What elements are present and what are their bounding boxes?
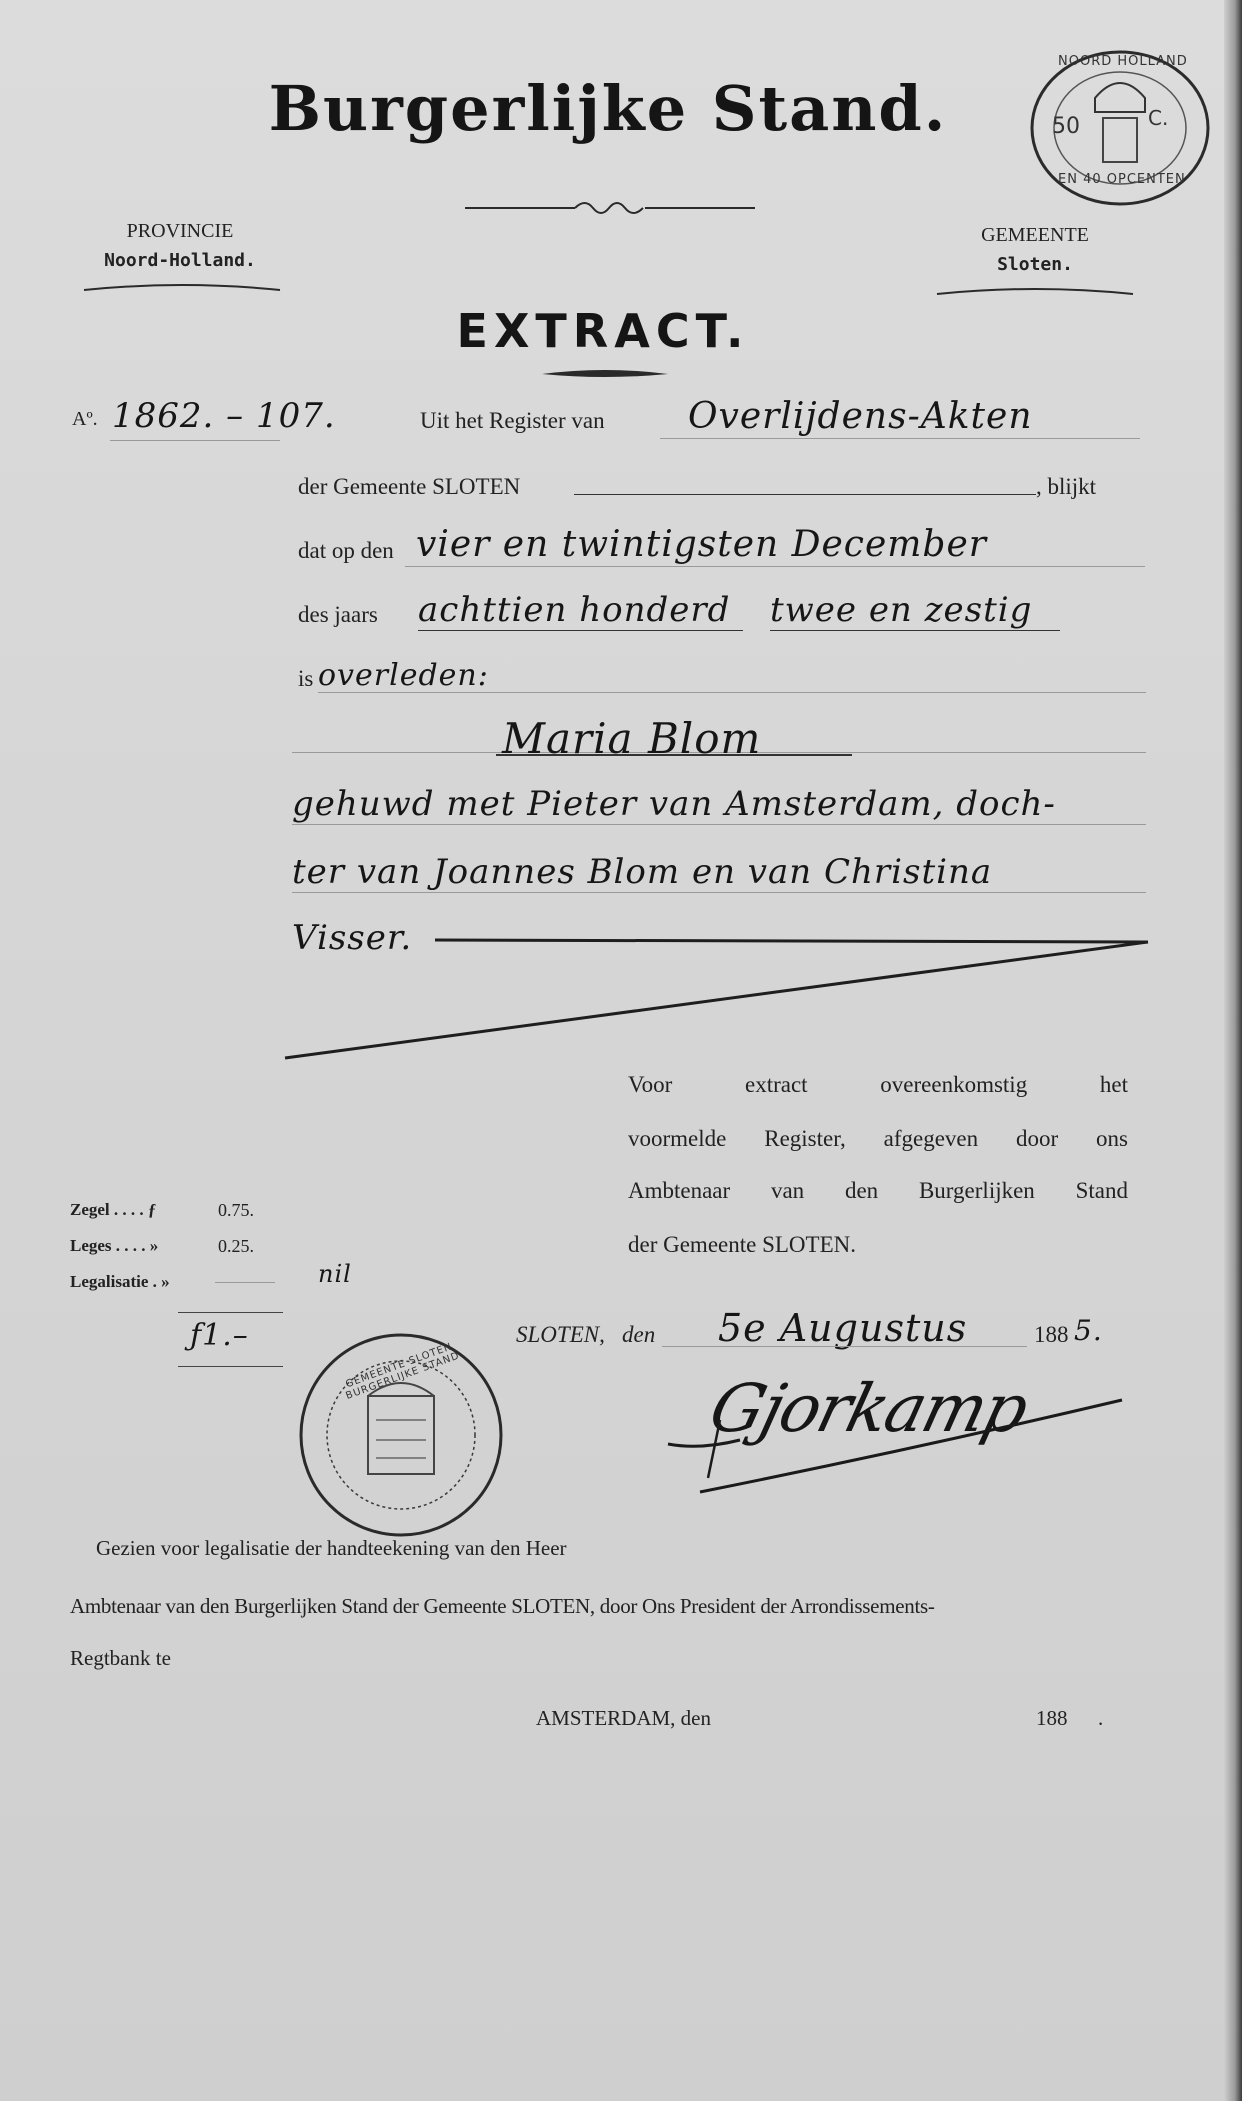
detail-line-3: Visser. xyxy=(292,918,413,958)
detail-rule-1 xyxy=(292,824,1146,825)
gemeente-rule xyxy=(574,494,1036,495)
stamp-text-bottom: EN 40 OPCENTEN xyxy=(1058,172,1186,187)
cert-date: 5e Augustus xyxy=(718,1306,968,1350)
cert-line-3: Ambtenaar van den Burgerlijken Stand xyxy=(628,1178,1128,1203)
fee-total-rule-top xyxy=(178,1312,283,1313)
fee-legalisatie-value: nil xyxy=(318,1260,352,1288)
detail-line-1: gehuwd met Pieter van Amsterdam, doch- xyxy=(292,784,1056,824)
year-intro: des jaars xyxy=(298,602,378,627)
name-underline xyxy=(496,754,852,756)
register-rule xyxy=(660,438,1140,439)
date-rule xyxy=(405,566,1145,567)
register-type: Overlijdens-Akten xyxy=(688,396,1033,437)
year-underline-2 xyxy=(770,630,1060,631)
legal-year: 188 xyxy=(1036,1706,1068,1730)
fee-legalisatie-dash xyxy=(215,1282,275,1283)
legal-line-1: Gezien voor legalisatie der handteekening van den Heer xyxy=(96,1536,567,1560)
legal-place-date: AMSTERDAM, den xyxy=(536,1706,712,1730)
province-name: Noord-Holland. xyxy=(104,250,256,271)
date-intro: dat op den xyxy=(298,538,394,563)
fee-leges-value: 0.25. xyxy=(218,1236,254,1256)
year-value-2: twee en zestig xyxy=(770,590,1033,630)
detail-rule-2 xyxy=(292,892,1146,893)
official-signature: Gjorkamp xyxy=(702,1370,1035,1447)
municipality-flourish xyxy=(935,286,1135,300)
extract-ornament xyxy=(540,368,670,380)
stamp-value: 50 xyxy=(1052,114,1080,139)
legal-line-3: Regtbank te xyxy=(70,1646,171,1670)
stamp-unit: C. xyxy=(1148,106,1169,130)
is-prefix: is xyxy=(298,666,314,691)
municipality-name: Sloten. xyxy=(997,254,1073,275)
extract-title: EXTRACT. xyxy=(456,304,750,358)
legal-period: . xyxy=(1098,1706,1104,1730)
fee-zegel-label: Zegel . . . . ƒ xyxy=(70,1200,157,1219)
year-value-1: achttien honderd xyxy=(418,590,731,630)
record-number: 1862. – 107. xyxy=(112,396,336,436)
cert-den: den xyxy=(622,1322,656,1347)
seal-text: GEMEENTE SLOTEN BURGERLIJKE STAND xyxy=(344,1341,462,1402)
province-flourish xyxy=(82,282,282,296)
signature-flourish xyxy=(660,1380,1130,1510)
municipality-label: GEMEENTE xyxy=(981,224,1089,246)
cert-line-4: der Gemeente SLOTEN. xyxy=(628,1232,857,1257)
cert-year-prefix: 188 xyxy=(1034,1322,1069,1347)
fee-total: ƒ1.– xyxy=(190,1318,249,1353)
legal-line-2: Ambtenaar van den Burgerlijken Stand der Gemeente SLOTEN, door Ons President der Arrondissements- xyxy=(70,1594,935,1618)
status-value: overleden: xyxy=(318,658,489,693)
record-prefix: Aº. xyxy=(72,408,98,430)
fee-leges-label: Leges . . . . » xyxy=(70,1236,159,1255)
blijkt-text: , blijkt xyxy=(1036,474,1097,499)
closing-strike-lines xyxy=(280,930,1160,1070)
header-ornament xyxy=(465,196,755,220)
cert-place: SLOTEN, xyxy=(516,1322,605,1347)
status-rule xyxy=(318,692,1146,693)
fee-zegel-value: 0.75. xyxy=(218,1200,254,1220)
record-number-rule xyxy=(110,440,280,441)
header-title: Burgerlijke Stand. xyxy=(268,72,948,145)
stamp-text-top: NOORD HOLLAND xyxy=(1058,54,1188,69)
cert-date-rule xyxy=(662,1346,1027,1347)
year-underline-1 xyxy=(418,630,743,631)
fee-total-rule-bottom xyxy=(178,1366,283,1367)
register-intro: Uit het Register van xyxy=(420,408,605,433)
gemeente-text: der Gemeente SLOTEN xyxy=(298,474,521,499)
detail-line-2: ter van Joannes Blom en van Christina xyxy=(292,852,993,892)
province-label: PROVINCIE xyxy=(126,220,234,242)
cert-year-suffix: 5. xyxy=(1074,1314,1103,1347)
fee-legalisatie-label: Legalisatie . » xyxy=(70,1272,170,1291)
cert-line-1: Voor extract overeenkomstig het xyxy=(628,1072,1128,1097)
date-value: vier en twintigsten December xyxy=(416,524,987,565)
deceased-name: Maria Blom xyxy=(502,714,762,763)
cert-line-2: voormelde Register, afgegeven door ons xyxy=(628,1126,1128,1151)
page-edge-shadow xyxy=(1224,0,1242,2101)
